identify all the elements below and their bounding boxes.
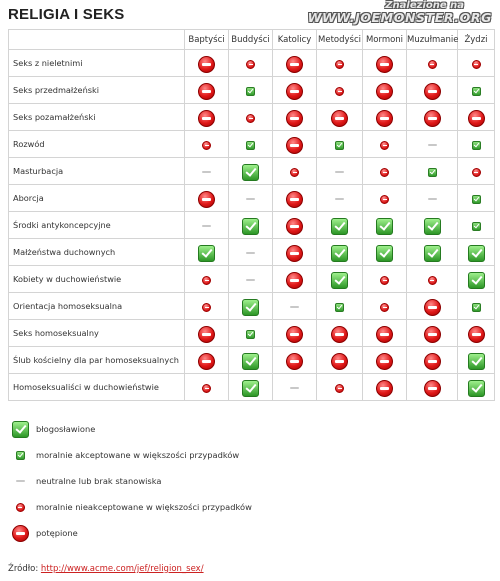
gray-dash-icon <box>246 279 255 281</box>
big-red-no-entry-icon <box>424 110 441 127</box>
table-cell <box>229 266 273 293</box>
table-cell <box>185 293 229 320</box>
table-row <box>9 131 495 158</box>
legend-item <box>10 497 310 523</box>
header-corner <box>9 30 185 50</box>
column-header: Katolicy <box>273 30 317 50</box>
table-cell <box>458 347 495 374</box>
table-cell <box>185 239 229 266</box>
watermark-logo <box>308 0 492 24</box>
table-cell <box>273 50 317 77</box>
table-cell <box>458 293 495 320</box>
legend-label: neutralne lub brak stanowiska <box>36 476 162 486</box>
column-header: Buddyści <box>229 30 273 50</box>
big-green-check-icon <box>468 272 485 289</box>
small-green-check-icon <box>472 303 481 312</box>
big-red-no-entry-icon <box>376 380 393 397</box>
table-cell <box>317 239 363 266</box>
table-cell <box>458 185 495 212</box>
big-red-no-entry-icon <box>376 110 393 127</box>
row-label: Rozwód <box>9 131 185 158</box>
table-cell <box>407 347 458 374</box>
small-red-no-entry-icon <box>335 87 344 96</box>
big-red-no-entry-icon <box>286 245 303 262</box>
big-red-no-entry-icon <box>286 326 303 343</box>
table-row <box>9 239 495 266</box>
column-header: Baptyści <box>185 30 229 50</box>
small-red-no-entry-icon <box>380 168 389 177</box>
big-green-check-icon <box>468 353 485 370</box>
table-row <box>9 212 495 239</box>
big-green-check-icon <box>331 218 348 235</box>
legend-icon-slot <box>10 445 30 465</box>
table-cell <box>185 347 229 374</box>
column-header: Metodyści <box>317 30 363 50</box>
small-red-no-entry-icon <box>290 168 299 177</box>
table-row <box>9 374 495 401</box>
table-cell <box>273 185 317 212</box>
legend-item <box>10 445 310 471</box>
small-red-no-entry-icon <box>428 60 437 69</box>
page-title: RELIGIA I SEKS <box>8 6 125 23</box>
table-cell <box>458 104 495 131</box>
big-red-no-entry-icon <box>376 326 393 343</box>
big-green-check-icon <box>468 380 485 397</box>
small-green-check-icon <box>246 330 255 339</box>
gray-dash-icon <box>246 198 255 200</box>
row-label: Homoseksualiści w duchowieństwie <box>9 374 185 401</box>
legend-item <box>10 419 310 445</box>
big-red-no-entry-icon <box>286 110 303 127</box>
table-cell <box>317 212 363 239</box>
row-label: Seks homoseksualny <box>9 320 185 347</box>
table-cell <box>363 266 407 293</box>
table-row <box>9 293 495 320</box>
table-header-row <box>9 30 495 50</box>
table-cell <box>407 104 458 131</box>
table-cell <box>407 185 458 212</box>
table-cell <box>363 293 407 320</box>
big-green-check-icon <box>376 218 393 235</box>
table-row <box>9 266 495 293</box>
big-red-no-entry-icon <box>286 191 303 208</box>
table-cell <box>363 212 407 239</box>
big-red-no-entry-icon <box>331 353 348 370</box>
table-cell <box>458 374 495 401</box>
small-green-check-icon <box>335 141 344 150</box>
big-red-no-entry-icon <box>468 110 485 127</box>
table-cell <box>363 347 407 374</box>
watermark-line1: Znalezione na <box>385 0 464 11</box>
small-green-check-icon <box>472 222 481 231</box>
small-red-no-entry-icon <box>472 168 481 177</box>
big-green-check-icon <box>242 164 259 181</box>
small-red-no-entry-icon <box>202 303 211 312</box>
table-cell <box>185 158 229 185</box>
row-label: Seks przedmałżeński <box>9 77 185 104</box>
gray-dash-icon <box>335 198 344 200</box>
big-green-check-icon <box>12 421 29 438</box>
big-green-check-icon <box>376 245 393 262</box>
source-label: Źródło: <box>8 564 39 574</box>
column-header: Muzułmanie <box>407 30 458 50</box>
big-red-no-entry-icon <box>198 326 215 343</box>
table-cell <box>229 347 273 374</box>
big-green-check-icon <box>242 353 259 370</box>
gray-dash-icon <box>290 387 299 389</box>
religion-table <box>8 29 495 401</box>
row-label: Ślub kościelny dla par homoseksualnych <box>9 347 185 374</box>
table-cell <box>229 185 273 212</box>
big-red-no-entry-icon <box>424 353 441 370</box>
big-red-no-entry-icon <box>376 353 393 370</box>
gray-dash-icon <box>246 252 255 254</box>
table-cell <box>185 77 229 104</box>
table-cell <box>363 104 407 131</box>
table-cell <box>363 50 407 77</box>
column-header: Żydzi <box>458 30 495 50</box>
big-red-no-entry-icon <box>286 137 303 154</box>
small-green-check-icon <box>428 168 437 177</box>
small-red-no-entry-icon <box>380 276 389 285</box>
legend <box>10 419 310 549</box>
big-red-no-entry-icon <box>376 56 393 73</box>
small-red-no-entry-icon <box>16 503 25 512</box>
table-cell <box>363 77 407 104</box>
legend-icon-slot <box>10 471 30 491</box>
table-cell <box>273 104 317 131</box>
table-cell <box>317 320 363 347</box>
small-red-no-entry-icon <box>380 303 389 312</box>
small-red-no-entry-icon <box>380 141 389 150</box>
big-red-no-entry-icon <box>331 110 348 127</box>
row-label: Małżeństwa duchownych <box>9 239 185 266</box>
table-cell <box>317 131 363 158</box>
table-cell <box>363 158 407 185</box>
row-label: Kobiety w duchowieństwie <box>9 266 185 293</box>
table-row <box>9 158 495 185</box>
small-green-check-icon <box>472 195 481 204</box>
table-cell <box>229 50 273 77</box>
table-cell <box>185 212 229 239</box>
legend-icon-slot <box>10 523 30 543</box>
table-row <box>9 185 495 212</box>
row-label: Seks z nieletnimi <box>9 50 185 77</box>
gray-dash-icon <box>202 171 211 173</box>
table-cell <box>407 320 458 347</box>
legend-item <box>10 471 310 497</box>
big-red-no-entry-icon <box>286 56 303 73</box>
table-cell <box>317 347 363 374</box>
table-cell <box>185 131 229 158</box>
table-cell <box>229 374 273 401</box>
small-red-no-entry-icon <box>202 276 211 285</box>
table-cell <box>273 293 317 320</box>
small-red-no-entry-icon <box>428 276 437 285</box>
gray-dash-icon <box>202 225 211 227</box>
legend-label: błogosławione <box>36 424 96 434</box>
small-green-check-icon <box>472 87 481 96</box>
table-cell <box>458 266 495 293</box>
big-red-no-entry-icon <box>424 326 441 343</box>
table-cell <box>229 131 273 158</box>
big-green-check-icon <box>198 245 215 262</box>
table-cell <box>363 131 407 158</box>
table-cell <box>185 104 229 131</box>
legend-label: moralnie akceptowane w większości przypadków <box>36 450 240 460</box>
table-cell <box>229 158 273 185</box>
table-cell <box>229 293 273 320</box>
table-cell <box>273 158 317 185</box>
legend-label: potępione <box>36 528 78 538</box>
big-red-no-entry-icon <box>286 272 303 289</box>
column-header: Mormoni <box>363 30 407 50</box>
big-green-check-icon <box>331 272 348 289</box>
table-cell <box>363 320 407 347</box>
table-row <box>9 347 495 374</box>
table-cell <box>317 50 363 77</box>
big-red-no-entry-icon <box>424 299 441 316</box>
big-red-no-entry-icon <box>198 191 215 208</box>
row-label: Orientacja homoseksualna <box>9 293 185 320</box>
table-cell <box>458 131 495 158</box>
small-red-no-entry-icon <box>202 384 211 393</box>
table-cell <box>458 212 495 239</box>
table-cell <box>317 77 363 104</box>
table-cell <box>185 374 229 401</box>
table-cell <box>317 158 363 185</box>
table-cell <box>363 185 407 212</box>
table-cell <box>185 185 229 212</box>
table-cell <box>407 266 458 293</box>
big-red-no-entry-icon <box>424 380 441 397</box>
small-red-no-entry-icon <box>246 60 255 69</box>
small-red-no-entry-icon <box>472 60 481 69</box>
table-row <box>9 77 495 104</box>
big-red-no-entry-icon <box>468 326 485 343</box>
table-cell <box>229 239 273 266</box>
table-cell <box>407 293 458 320</box>
big-red-no-entry-icon <box>376 83 393 100</box>
table-cell <box>407 50 458 77</box>
big-red-no-entry-icon <box>198 56 215 73</box>
table-cell <box>317 374 363 401</box>
gray-dash-icon <box>335 171 344 173</box>
big-green-check-icon <box>242 299 259 316</box>
table-cell <box>407 374 458 401</box>
big-green-check-icon <box>424 245 441 262</box>
small-red-no-entry-icon <box>202 141 211 150</box>
big-red-no-entry-icon <box>198 110 215 127</box>
table-cell <box>273 320 317 347</box>
table-cell <box>317 104 363 131</box>
big-red-no-entry-icon <box>286 83 303 100</box>
table-cell <box>273 347 317 374</box>
legend-icon-slot <box>10 497 30 517</box>
big-green-check-icon <box>242 380 259 397</box>
table-cell <box>363 239 407 266</box>
gray-dash-icon <box>16 480 25 482</box>
table-cell <box>407 77 458 104</box>
big-red-no-entry-icon <box>331 326 348 343</box>
small-green-check-icon <box>246 141 255 150</box>
table-cell <box>229 77 273 104</box>
row-label: Aborcja <box>9 185 185 212</box>
source-link[interactable]: http://www.acme.com/jef/religion_sex/ <box>40 564 204 574</box>
table-row <box>9 104 495 131</box>
big-green-check-icon <box>468 245 485 262</box>
big-red-no-entry-icon <box>12 525 29 542</box>
table-cell <box>229 320 273 347</box>
table-cell <box>273 239 317 266</box>
legend-icon-slot <box>10 419 30 439</box>
big-red-no-entry-icon <box>198 353 215 370</box>
legend-label: moralnie nieakceptowane w większości przypadków <box>36 502 252 512</box>
row-label: Seks pozamałżeński <box>9 104 185 131</box>
big-green-check-icon <box>242 218 259 235</box>
gray-dash-icon <box>428 144 437 146</box>
table-cell <box>185 320 229 347</box>
table-cell <box>273 374 317 401</box>
small-red-no-entry-icon <box>380 195 389 204</box>
table-cell <box>407 212 458 239</box>
small-red-no-entry-icon <box>246 114 255 123</box>
row-label: Masturbacja <box>9 158 185 185</box>
table-cell <box>458 239 495 266</box>
small-green-check-icon <box>246 87 255 96</box>
table-cell <box>458 158 495 185</box>
table-cell <box>273 212 317 239</box>
table-cell <box>229 104 273 131</box>
source-line <box>8 564 204 574</box>
table-cell <box>273 77 317 104</box>
gray-dash-icon <box>428 198 437 200</box>
big-red-no-entry-icon <box>286 353 303 370</box>
big-red-no-entry-icon <box>198 83 215 100</box>
table-cell <box>458 50 495 77</box>
small-green-check-icon <box>472 141 481 150</box>
table-cell <box>317 185 363 212</box>
gray-dash-icon <box>290 306 299 308</box>
table-cell <box>185 266 229 293</box>
big-red-no-entry-icon <box>424 83 441 100</box>
table-cell <box>317 266 363 293</box>
table-cell <box>185 50 229 77</box>
big-green-check-icon <box>331 245 348 262</box>
table-cell <box>458 320 495 347</box>
table-row <box>9 320 495 347</box>
table-cell <box>273 131 317 158</box>
table-cell <box>407 239 458 266</box>
big-green-check-icon <box>424 218 441 235</box>
small-green-check-icon <box>335 303 344 312</box>
small-red-no-entry-icon <box>335 60 344 69</box>
table-cell <box>273 266 317 293</box>
table-row <box>9 50 495 77</box>
table-cell <box>363 374 407 401</box>
watermark-line2: WWW.JOEMONSTER.ORG <box>307 10 492 25</box>
table-cell <box>407 131 458 158</box>
small-green-check-icon <box>16 451 25 460</box>
legend-item <box>10 523 310 549</box>
table-cell <box>458 77 495 104</box>
table-cell <box>407 158 458 185</box>
big-red-no-entry-icon <box>286 218 303 235</box>
small-red-no-entry-icon <box>335 384 344 393</box>
table-cell <box>317 293 363 320</box>
table-cell <box>229 212 273 239</box>
row-label: Środki antykoncepcyjne <box>9 212 185 239</box>
